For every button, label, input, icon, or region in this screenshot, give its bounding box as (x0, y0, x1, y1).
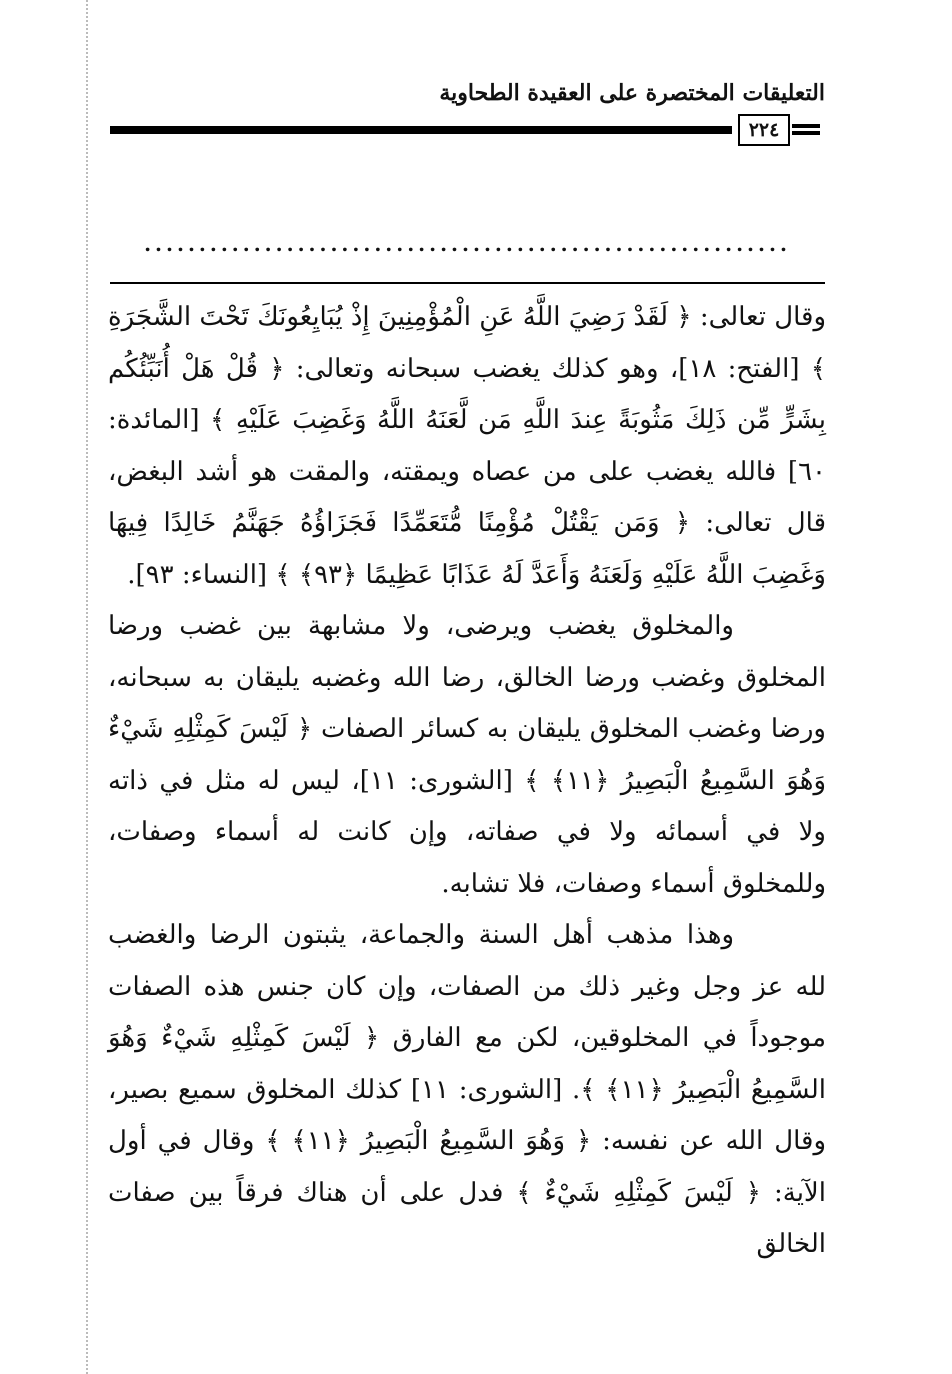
paragraph: وهذا مذهب أهل السنة والجماعة، يثبتون الرضا والغضب لله عز وجل وغير ذلك من الصفات، وإن كان جنس هذه الصفات موجوداً في المخلوقين، لكن مع الفارق ﴿ لَيْسَ كَمِثْلِهِ شَيْءٌ وَهُوَ السَّمِيعُ الْبَصِيرُ ﴿١١﴾ ﴾. [الشورى: ١١] كذلك المخلوق سميع بصير، وقال الله عن نفسه: ﴿ وَهُوَ السَّمِيعُ الْبَصِيرُ ﴿١١﴾ ﴾ وقال في أول الآية: ﴿ لَيْسَ كَمِثْلِهِ شَيْءٌ ﴾ فدل على أن هناك فرقاً بين صفات الخالق (108, 920, 826, 1259)
page-number: ٢٢٤ (738, 114, 790, 146)
running-title: التعليقات المختصرة على العقيدة الطحاوية (439, 80, 825, 106)
separator-rule (110, 282, 825, 284)
scan-edge-dots (86, 0, 88, 1374)
header-rule (110, 126, 732, 134)
main-text (108, 292, 826, 1271)
paragraph: وقال تعالى: ﴿ لَقَدْ رَضِيَ اللَّهُ عَنِ الْمُؤْمِنِينَ إِذْ يُبَايِعُونَكَ تَحْتَ الشَّجَرَةِ ﴾ [الفتح: ١٨]، وهو كذلك يغضب سبحانه وتعالى: ﴿ قُلْ هَلْ أُنَبِّئُكُم بِشَرٍّ مِّن ذَلِكَ مَثُوبَةً عِندَ اللَّهِ مَن لَّعَنَهُ اللَّهُ وَغَضِبَ عَلَيْهِ ﴾ [المائدة: ٦٠] فالله يغضب على من عصاه ويمقته، والمقت هو أشد البغض، قال تعالى: ﴿ وَمَن يَقْتُلْ مُؤْمِنًا مُّتَعَمِّدًا فَجَزَاؤُهُ جَهَنَّمُ خَالِدًا فِيهَا وَغَضِبَ اللَّهُ عَلَيْهِ وَلَعَنَهُ وَأَعَدَّ لَهُ عَذَابًا عَظِيمًا ﴿٩٣﴾ ﴾ [النساء: ٩٣]. (108, 302, 827, 590)
page-number-ornament (792, 124, 820, 128)
dot-leader: ........................................................... (144, 232, 791, 256)
paragraph: والمخلوق يغضب ويرضى، ولا مشابهة بين غضب ورضا المخلوق وغضب ورضا الخالق، رضا الله وغضبه يليقان به سبحانه، ورضا وغضب المخلوق يليقان به كسائر الصفات ﴿ لَيْسَ كَمِثْلِهِ شَيْءٌ وَهُوَ السَّمِيعُ الْبَصِيرُ ﴿١١﴾ ﴾ [الشورى: ١١]، ليس له مثل في ذاته ولا في أسمائه ولا في صفاته، وإن كانت له أسماء وصفات، وللمخلوق أسماء وصفات، فلا تشابه. (108, 611, 827, 899)
page-number-ornament (792, 131, 820, 135)
